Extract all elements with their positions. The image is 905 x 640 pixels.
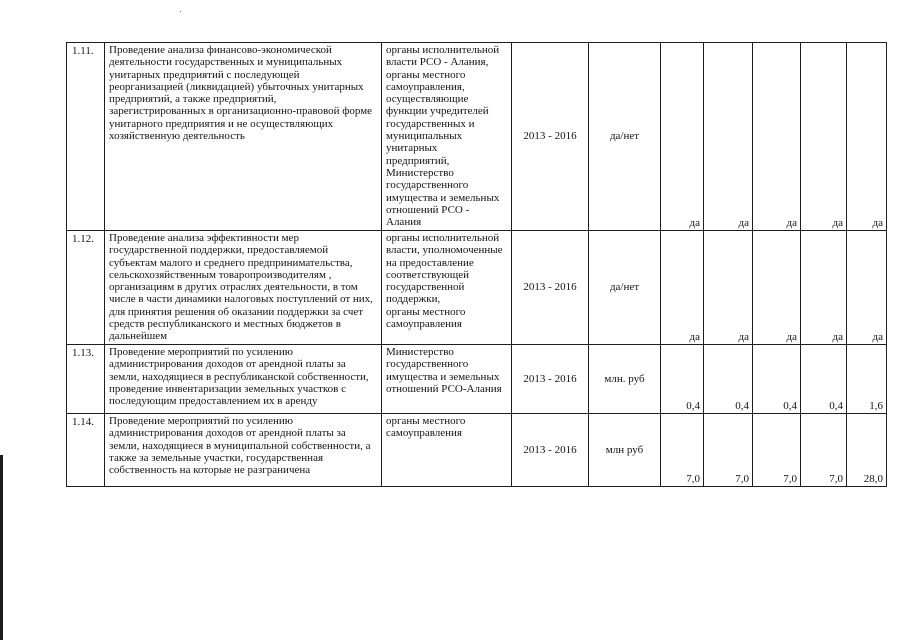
unit-of-measure: млн руб [589,414,661,487]
scan-speck [180,11,181,12]
table-row [67,231,887,345]
measure-description: Проведение мероприятий по усилению администрирования доходов от арендной платы за земли, находящиеся в муниципальной собственности, а также за земельные участки, государственная собственность на которые не разграничена [105,414,382,487]
target-value-4: 7,0 [801,414,847,487]
target-value-4: 0,4 [801,345,847,414]
unit-of-measure: млн. руб [589,345,661,414]
target-value-4: да [801,231,847,345]
measure-number: 1.13. [67,345,105,414]
target-value-3: да [753,43,801,231]
target-value-5: да [847,43,887,231]
responsible-bodies: органы исполнительной власти, уполномоченные на предоставление соответствующей государственной поддержки, органы местного самоуправления [382,231,512,345]
target-value-2: 0,4 [704,345,753,414]
target-value-4: да [801,43,847,231]
implementation-period: 2013 - 2016 [512,43,589,231]
target-value-1: да [661,231,704,345]
target-value-2: да [704,43,753,231]
table-row [67,43,887,231]
target-value-1: 0,4 [661,345,704,414]
target-value-5: 1,6 [847,345,887,414]
responsible-bodies: органы местного самоуправления [382,414,512,487]
measures-table [66,42,887,487]
table-row [67,345,887,414]
target-value-3: 0,4 [753,345,801,414]
measure-number: 1.14. [67,414,105,487]
target-value-1: да [661,43,704,231]
implementation-period: 2013 - 2016 [512,414,589,487]
implementation-period: 2013 - 2016 [512,231,589,345]
unit-of-measure: да/нет [589,231,661,345]
responsible-bodies: органы исполнительной власти РСО - Алания, органы местного самоуправления, осуществляющие функции учредителей государственных и муниципальных унитарных предприятий, Министерство государственного имущества и земельных отношений РСО - Алания [382,43,512,231]
target-value-3: да [753,231,801,345]
target-value-2: да [704,231,753,345]
measure-number: 1.12. [67,231,105,345]
measure-description: Проведение анализа эффективности мер государственной поддержки, предоставляемой субъектам малого и среднего предпринимательства, сельскохозяйственным товаропроизводителям , организациям в других отраслях деятельности, в том числе в части динамики налоговых поступлений от них, для принятия решения об оказании поддержки за счет средств республиканского и местных бюджетов в дальнейшем [105,231,382,345]
target-value-5: да [847,231,887,345]
target-value-5: 28,0 [847,414,887,487]
responsible-bodies: Министерство государственного имущества и земельных отношений РСО-Алания [382,345,512,414]
table-row [67,414,887,487]
unit-of-measure: да/нет [589,43,661,231]
measure-description: Проведение анализа финансово-экономической деятельности государственных и муниципальных унитарных предприятий с последующей реорганизацией (ликвидацией) убыточных унитарных предприятий, а также предприятий, зарегистрированных в организационно-правовой форме унитарного предприятия и не осуществляющих хозяйственную деятельность [105,43,382,231]
scan-edge-shadow [0,455,3,640]
target-value-2: 7,0 [704,414,753,487]
measure-description: Проведение мероприятий по усилению администрирования доходов от арендной платы за земли, находящиеся в республиканской собственности, проведение инвентаризации земельных участков с последующим предоставлением их в аренду [105,345,382,414]
implementation-period: 2013 - 2016 [512,345,589,414]
target-value-3: 7,0 [753,414,801,487]
target-value-1: 7,0 [661,414,704,487]
measure-number: 1.11. [67,43,105,231]
